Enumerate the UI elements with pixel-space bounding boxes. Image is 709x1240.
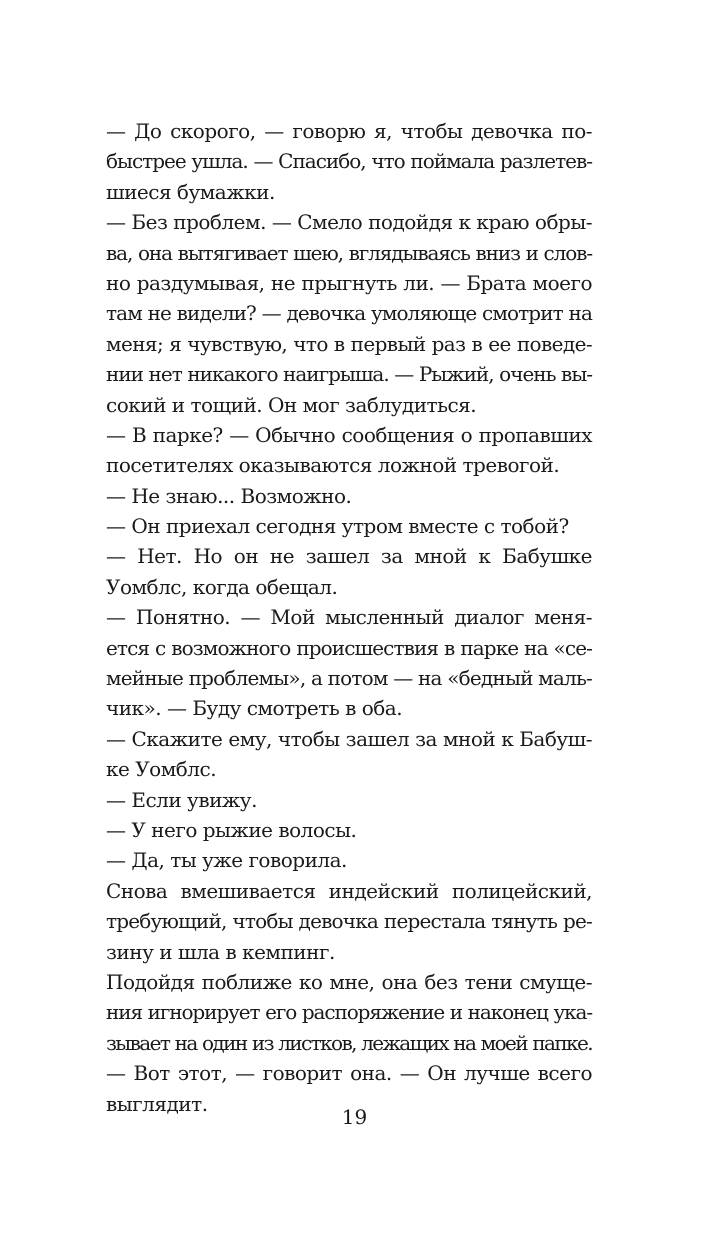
text-line: — Скажите ему, чтобы зашел за мной к Бабуш-: [106, 726, 592, 751]
text-line: посетителях оказываются ложной тревогой.: [106, 453, 560, 478]
body-text: [106, 116, 592, 1119]
text-line: выглядит.: [106, 1091, 208, 1116]
text-line: нии нет никакого наигрыша. — Рыжий, очень вы-: [106, 362, 592, 387]
page-number: 19: [341, 1105, 368, 1129]
text-line: ва, она вытягивает шею, вглядываясь вниз и слов-: [106, 240, 592, 265]
text-line: — Вот этот, — говорит она. — Он лучше всего: [106, 1061, 592, 1086]
text-line: зывает на один из листков, лежащих на моей папке.: [106, 1030, 592, 1055]
text-line: Подойдя поближе ко мне, она без тени смуще-: [106, 969, 592, 994]
text-line: — Не знаю... Возможно.: [106, 483, 352, 508]
text-line: — Да, ты уже говорила.: [106, 848, 347, 873]
text-line: зину и шла в кемпинг.: [106, 939, 335, 964]
text-line: — Без проблем. — Смело подойдя к краю обры-: [106, 210, 592, 235]
text-line: — В парке? — Обычно сообщения о пропавших: [106, 422, 592, 447]
text-line: Снова вмешивается индейский полицейский,: [106, 878, 592, 903]
text-line: — Нет. Но он не зашел за мной к Бабушке: [106, 544, 592, 569]
text-line: чик». — Буду смотреть в оба.: [106, 696, 403, 721]
text-line: сокий и тощий. Он мог заблудиться.: [106, 392, 477, 417]
text-line: требующий, чтобы девочка перестала тянуть ре-: [106, 909, 592, 934]
text-line: быстрее ушла. — Спасибо, что поймала разлетев-: [106, 149, 592, 174]
text-line: ке Уомблс.: [106, 757, 217, 782]
text-line: Уомблс, когда обещал.: [106, 574, 338, 599]
text-line: меня; я чувствую, что в первый раз в ее поведе-: [106, 331, 592, 356]
text-line: мейные проблемы», а потом — на «бедный маль-: [106, 666, 592, 691]
text-line: — Он приехал сегодня утром вместе с тобой?: [106, 514, 569, 539]
text-line: ния игнорирует его распоряжение и наконец ука-: [106, 1000, 592, 1025]
text-line: — До скорого, — говорю я, чтобы девочка по-: [106, 119, 592, 143]
text-line: там не видели? — девочка умоляюще смотрит на: [106, 301, 592, 326]
text-line: шиеся бумажки.: [106, 179, 275, 204]
text-line: ется с возможного происшествия в парке на «се-: [106, 635, 592, 660]
text-line: — Понятно. — Мой мысленный диалог меня-: [106, 605, 592, 630]
text-line: — Если увижу.: [106, 787, 257, 812]
text-line: но раздумывая, не прыгнуть ли. — Брата моего: [106, 270, 592, 295]
text-line: — У него рыжие волосы.: [106, 817, 357, 842]
